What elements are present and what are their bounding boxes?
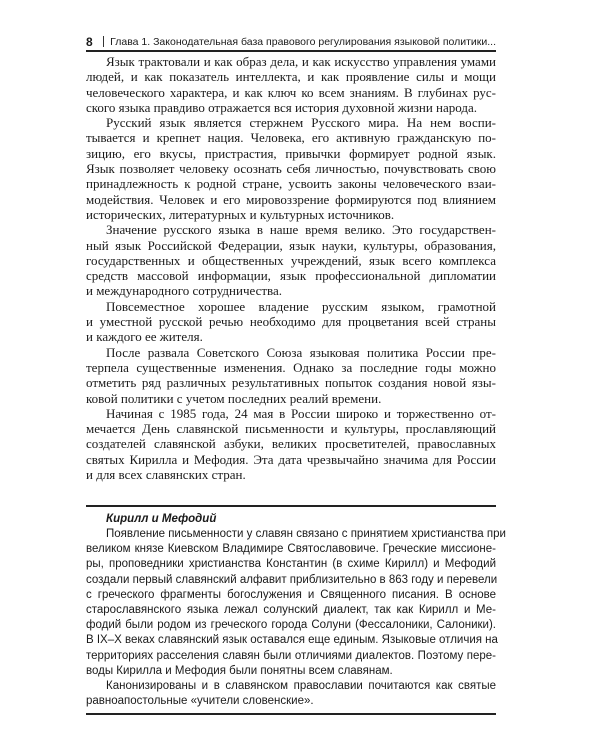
text-line: Значение русского языка в наше время велико. Это государствен- [106, 222, 496, 238]
sidebar-box [86, 505, 506, 715]
text-line: человеческого характера, и как ключ ко всем знаниям. В глубинах рус- [86, 84, 496, 100]
text-line: ковой политики с учетом последних реалий времени. [86, 390, 382, 406]
text-line: модействия. Человек и его мировоззрение формируются под влиянием [86, 191, 496, 207]
text-line: равноапостольные «учители словенские». [86, 695, 314, 708]
text-line: Русский язык является стержнем Русского мира. На нем воспи- [106, 115, 496, 131]
box-text [86, 527, 506, 709]
paragraph [86, 527, 506, 679]
text-line: государственных и общественных учреждений, язык всего комплекса [86, 252, 496, 268]
text-line: Начиная с 1985 года, 24 мая в России широко и торжественно от- [106, 405, 496, 421]
paragraph [86, 406, 496, 482]
text-line: ный язык Российской Федерации, язык науки, культуры, образования, [86, 237, 496, 253]
page-number: 8 [86, 35, 93, 49]
text-line: отметить ряд различных результативных попыток создания новой язы- [86, 375, 496, 391]
paragraph [86, 679, 496, 709]
text-line: воды Кирилла и Мефодия были понятны всем славянам. [86, 664, 393, 677]
text-line: и уместной русской речью необходимо для процветания всей страны [86, 314, 496, 330]
main-text [86, 54, 496, 482]
text-line: и каждого ее жителя. [86, 329, 203, 345]
text-line: создателей славянской азбуки, великих просветителей, православных [86, 436, 496, 452]
text-line: территориях расселения славян были отличиями диалектов. Поэтому пере- [86, 649, 496, 662]
paragraph [86, 54, 496, 115]
paragraph [86, 299, 496, 345]
chapter-title: Глава 1. Законодательная база правового регулирования языковой политики... [110, 36, 496, 48]
text-line: мечается День славянской письменности и культуры, прославляющий [86, 421, 496, 437]
text-line: средств массовой информации, язык профессиональной дипломатии [86, 268, 496, 284]
text-line: Язык трактовали и как образ дела, и как искусство управления умами [106, 54, 496, 69]
text-line: После развала Советского Союза языковая политика России пре- [106, 344, 496, 360]
text-line: с греческого фрагменты богослужения и Священного писания. В основе [86, 588, 496, 601]
text-line: Повсеместное хорошее владение русским языком, грамотной [106, 298, 496, 314]
running-header [86, 36, 496, 52]
text-line: и международного сотрудничества. [86, 283, 283, 299]
paragraph [86, 115, 496, 222]
text-line: ры, проповедники христианства Константин (в схиме Кирилл) и Мефодий [86, 558, 496, 571]
text-line: принадлежность к родной стране, усвоить законы человеческого взаи- [86, 176, 496, 192]
paragraph [86, 222, 496, 298]
text-line: Канонизированы и в славянском православии почитаются как святые [106, 679, 496, 692]
paragraph [86, 345, 496, 406]
text-line: зицию, его вкусы, пристрастия, привычки формирует родной язык. [86, 145, 496, 161]
text-line: создали первый славянский алфавит приблизительно в 863 году и перевели [86, 573, 498, 586]
header-separator [103, 36, 104, 47]
text-line: тывается и крепнет нация. Человека, его активную гражданскую по- [86, 130, 496, 146]
text-line: и для всех славянских стран. [86, 467, 246, 483]
text-line: великом князе Киевском Владимире Святославовиче. Греческие миссионе- [86, 543, 496, 556]
text-line: терпела существенные изменения. Однако за последние годы можно [86, 359, 496, 375]
text-line: В IX–X веках славянский язык оставался еще единым. Языковые отличия на [86, 634, 498, 647]
box-title: Кирилл и Мефодий [106, 513, 217, 525]
text-line: исторических, литературных и культурных источников. [86, 206, 395, 222]
text-line: фодий были родом из греческого города Солуни (Фессалоники, Салоники). [86, 619, 496, 632]
text-line: людей, и как показатель интеллекта, и как проявление силы и мощи [86, 69, 496, 85]
text-line: Появление письменности у славян связано с принятием христианства при [106, 528, 506, 540]
text-line: Язык позволяет человеку осознать себя личностью, почувствовать свою [86, 161, 496, 177]
text-line: ского языка правдиво отражается вся история духовной жизни народа. [86, 99, 478, 115]
text-line: старославянского языка лежал солунский диалект, так как Кирилл и Ме- [86, 603, 496, 616]
text-line: святых Кирилла и Мефодия. Эта дата чрезвычайно значима для России [86, 451, 496, 467]
